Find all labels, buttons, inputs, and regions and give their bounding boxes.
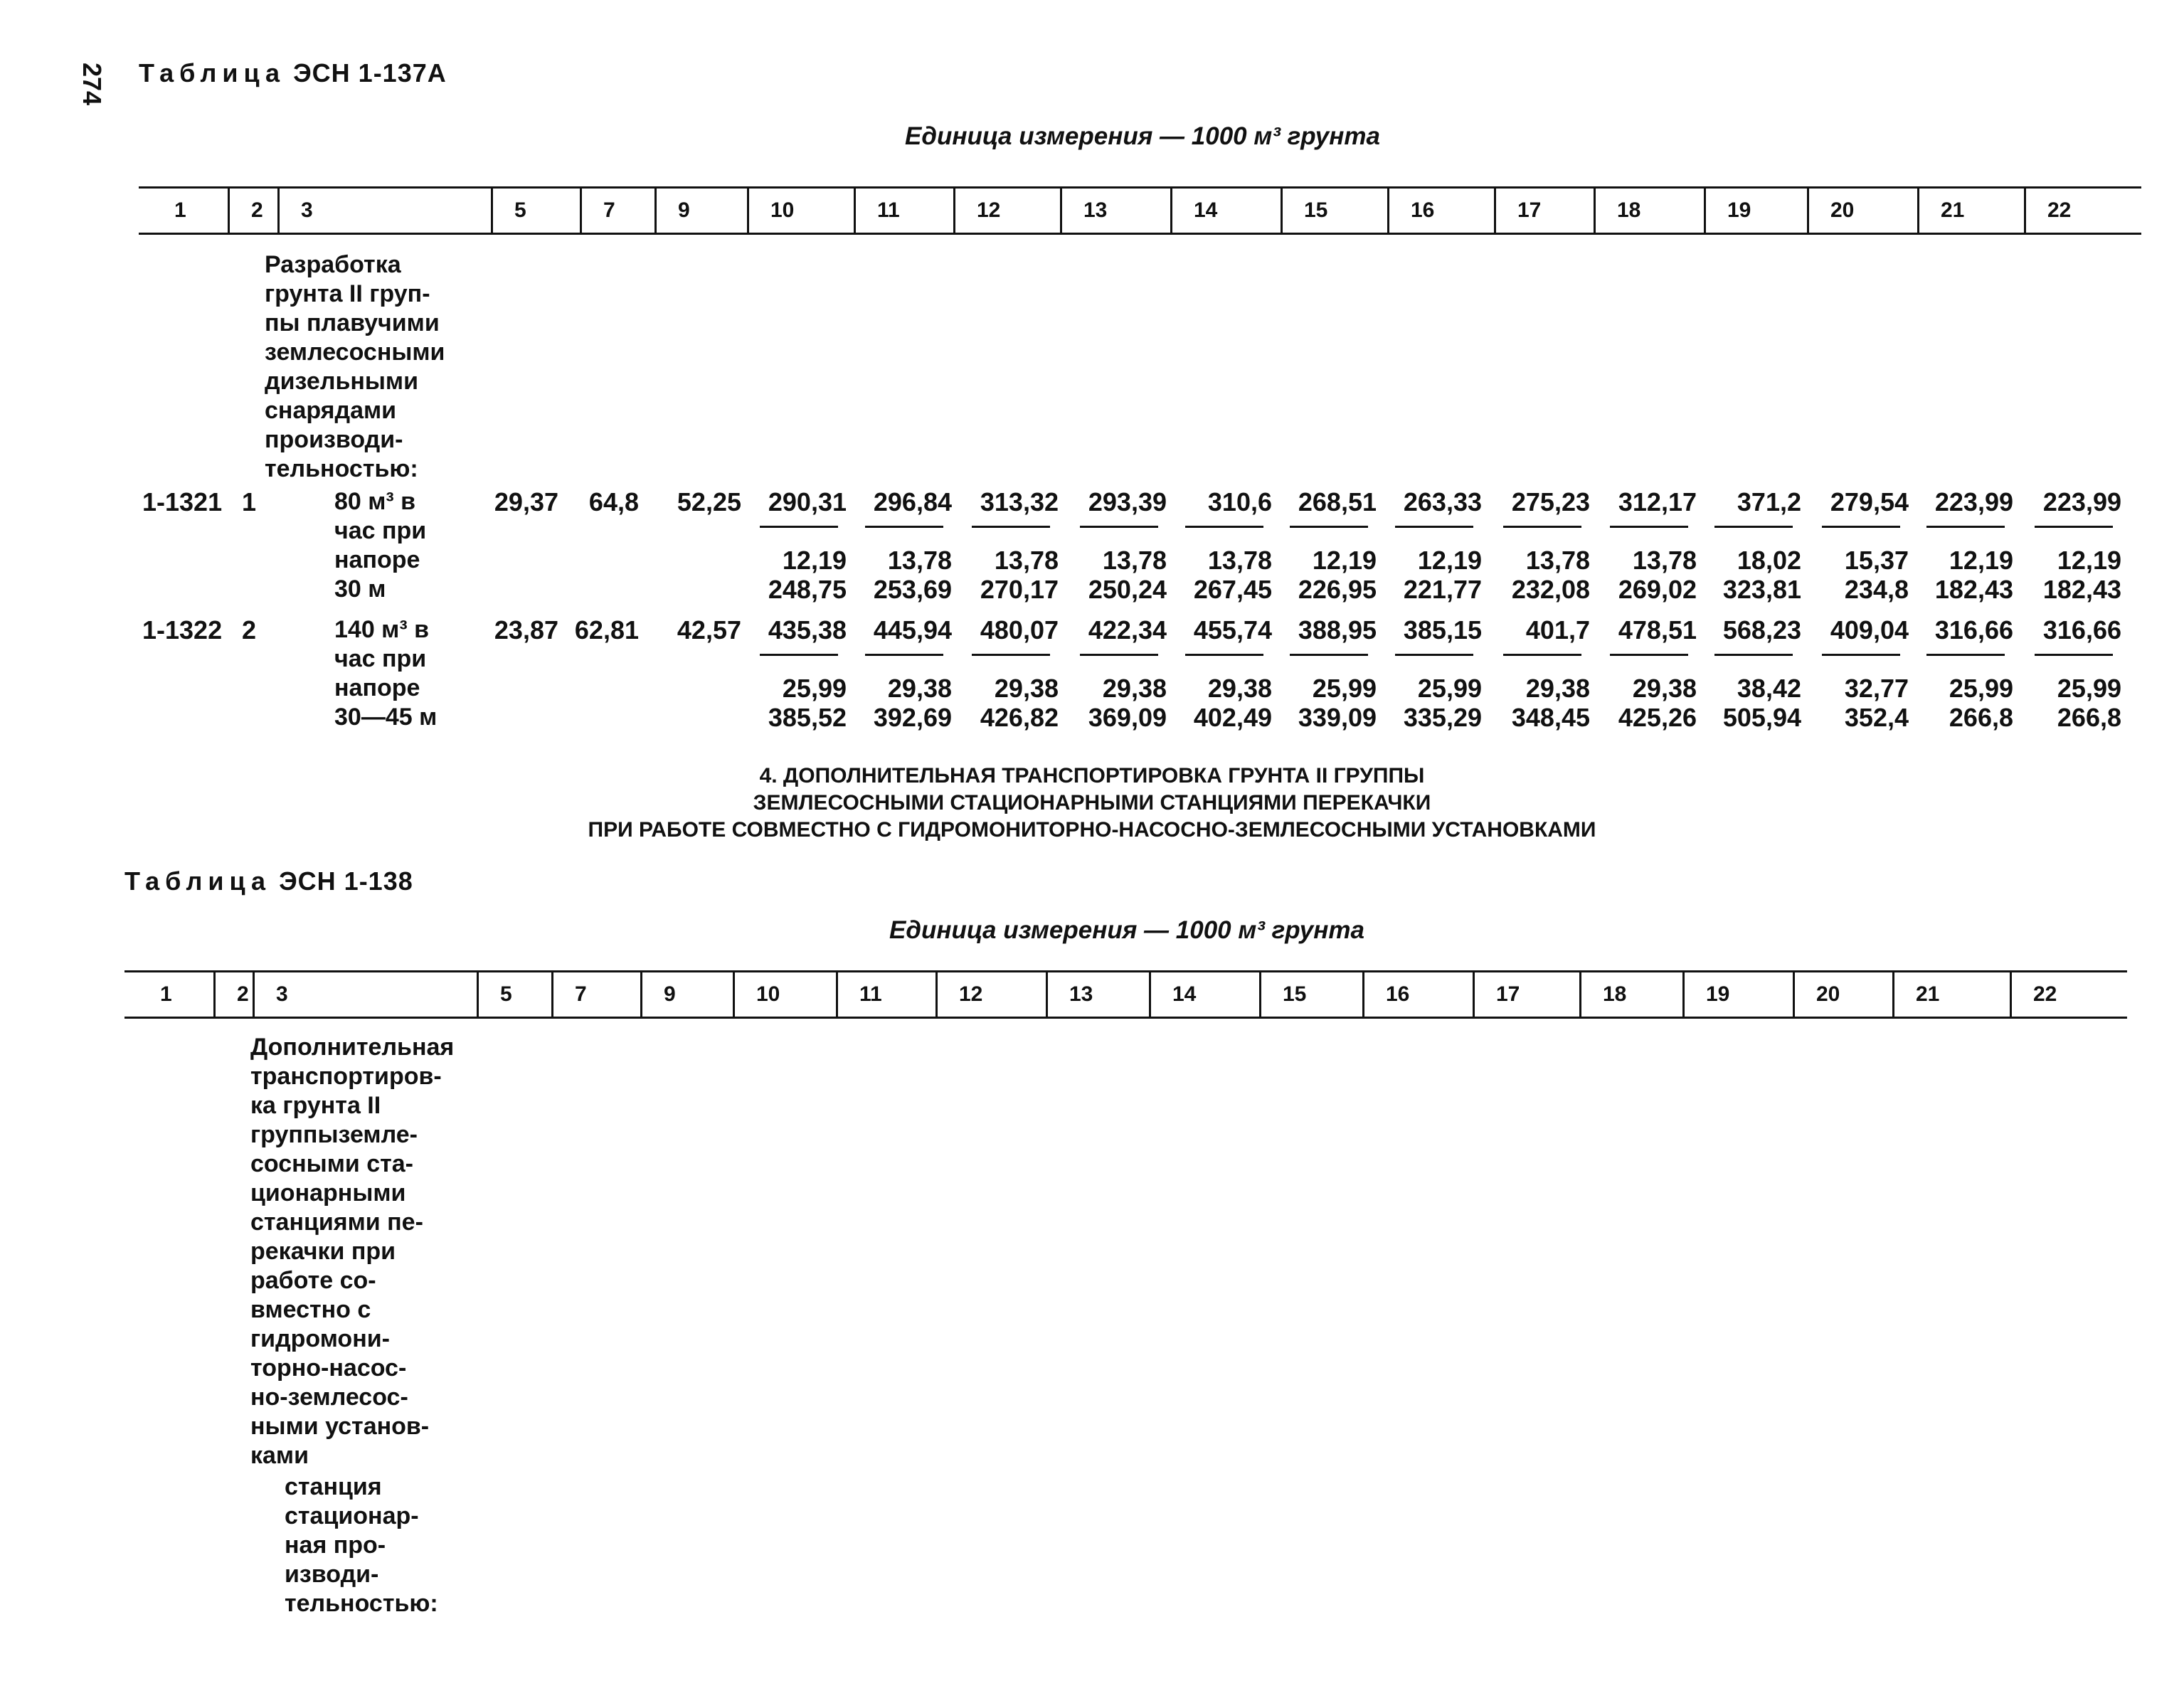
cell-mid-col-20: 32,77 bbox=[1844, 674, 1909, 703]
cell-top-col-15: 388,95 bbox=[1298, 615, 1377, 645]
cell-top-col-19: 568,23 bbox=[1722, 615, 1801, 645]
cell-col-5: 29,37 bbox=[494, 487, 558, 516]
cell-mid-col-12: 29,38 bbox=[994, 674, 1059, 703]
cell-top-col-14: 310,6 bbox=[1207, 487, 1272, 516]
table1-header-col-3: 3 bbox=[277, 189, 491, 233]
cell-top-col-18: 478,51 bbox=[1618, 615, 1697, 645]
cell-top-col-10: 290,31 bbox=[768, 487, 847, 516]
cell-top-col-14: 455,74 bbox=[1193, 615, 1272, 645]
fraction-line bbox=[865, 654, 943, 656]
fraction-line bbox=[1503, 526, 1581, 528]
table2-header-col-13: 13 bbox=[1046, 972, 1149, 1017]
cell-mid-col-15: 25,99 bbox=[1312, 674, 1377, 703]
fraction-line bbox=[1822, 526, 1900, 528]
table2-header-col-19: 19 bbox=[1682, 972, 1793, 1017]
section-heading-line-1: 4. ДОПОЛНИТЕЛЬНАЯ ТРАНСПОРТИРОВКА ГРУНТА II ГРУППЫ bbox=[759, 764, 1425, 788]
table2-header-col-3: 3 bbox=[253, 972, 477, 1017]
fraction-line bbox=[1185, 526, 1263, 528]
fraction-line bbox=[1714, 526, 1793, 528]
table2-title bbox=[124, 866, 413, 896]
cell-bottom-col-22: 182,43 bbox=[2042, 575, 2121, 604]
fraction-line bbox=[1926, 654, 2005, 656]
cell-mid-col-22: 25,99 bbox=[2057, 674, 2121, 703]
fraction-line bbox=[865, 526, 943, 528]
cell-mid-col-15: 12,19 bbox=[1312, 546, 1377, 575]
cell-bottom-col-18: 269,02 bbox=[1618, 575, 1697, 604]
table2-header-col-12: 12 bbox=[935, 972, 1046, 1017]
row-code: 1-1322 bbox=[142, 615, 223, 645]
table1-header-col-7: 7 bbox=[580, 189, 654, 233]
table2-header-col-20: 20 bbox=[1793, 972, 1892, 1017]
table1-header-col-18: 18 bbox=[1594, 189, 1704, 233]
section-heading-line-3: ПРИ РАБОТЕ СОВМЕСТНО С ГИДРОМОНИТОРНО-НАСОСНО-ЗЕМЛЕСОСНЫМИ УСТАНОВКАМИ bbox=[588, 818, 1596, 842]
section-heading-line-2: ЗЕМЛЕСОСНЫМИ СТАЦИОНАРНЫМИ СТАНЦИЯМИ ПЕРЕКАЧКИ bbox=[753, 791, 1431, 815]
cell-top-col-21: 316,66 bbox=[1934, 615, 2013, 645]
cell-bottom-col-11: 392,69 bbox=[873, 703, 952, 732]
cell-bottom-col-13: 369,09 bbox=[1088, 703, 1167, 732]
fraction-line bbox=[1503, 654, 1581, 656]
cell-bottom-col-10: 385,52 bbox=[768, 703, 847, 732]
cell-mid-col-20: 15,37 bbox=[1844, 546, 1909, 575]
table1-header-col-13: 13 bbox=[1060, 189, 1170, 233]
table2-header-col-10: 10 bbox=[733, 972, 836, 1017]
table1-title bbox=[139, 58, 447, 88]
cell-top-col-19: 371,2 bbox=[1737, 487, 1801, 516]
table1-header-col-1: 1 bbox=[174, 198, 186, 222]
cell-bottom-col-11: 253,69 bbox=[873, 575, 952, 604]
table1-description: Разработка грунта II груп- пы плавучими землесосными дизельными снарядами производи- тельностью: bbox=[265, 251, 445, 482]
cell-mid-col-17: 13,78 bbox=[1525, 546, 1590, 575]
cell-bottom-col-19: 505,94 bbox=[1722, 703, 1801, 732]
fraction-line bbox=[2035, 654, 2113, 656]
table2-header-col-17: 17 bbox=[1473, 972, 1579, 1017]
cell-mid-col-14: 13,78 bbox=[1207, 546, 1272, 575]
cell-bottom-col-20: 352,4 bbox=[1844, 703, 1909, 732]
cell-col-5: 23,87 bbox=[494, 615, 558, 645]
fraction-line bbox=[760, 654, 838, 656]
table1-header-col-22: 22 bbox=[2024, 189, 2141, 233]
table2-header-col-22: 22 bbox=[2010, 972, 2127, 1017]
fraction-line bbox=[760, 526, 838, 528]
cell-col-9: 42,57 bbox=[677, 615, 741, 645]
cell-bottom-col-14: 402,49 bbox=[1193, 703, 1272, 732]
cell-top-col-21: 223,99 bbox=[1934, 487, 2013, 516]
row-number: 1 bbox=[242, 487, 257, 516]
table2-header-col-1: 1 bbox=[160, 982, 172, 1006]
cell-top-col-11: 296,84 bbox=[873, 487, 952, 516]
table1-header-col-9: 9 bbox=[654, 189, 747, 233]
cell-top-col-22: 316,66 bbox=[2042, 615, 2121, 645]
cell-mid-col-16: 12,19 bbox=[1417, 546, 1482, 575]
table1-header-col-5: 5 bbox=[491, 189, 580, 233]
table1-header-col-20: 20 bbox=[1807, 189, 1917, 233]
cell-mid-col-11: 13,78 bbox=[887, 546, 952, 575]
table2-title-word: Таблица bbox=[124, 866, 272, 896]
table1-header-col-17: 17 bbox=[1494, 189, 1594, 233]
cell-bottom-col-14: 267,45 bbox=[1193, 575, 1272, 604]
cell-mid-col-19: 18,02 bbox=[1737, 546, 1801, 575]
cell-col-7: 64,8 bbox=[588, 487, 639, 516]
cell-col-7: 62,81 bbox=[574, 615, 639, 645]
fraction-line bbox=[1080, 654, 1158, 656]
cell-bottom-col-15: 226,95 bbox=[1298, 575, 1377, 604]
cell-top-col-10: 435,38 bbox=[768, 615, 847, 645]
table1-title-code: ЭСН 1-137А bbox=[293, 58, 447, 88]
cell-mid-col-19: 38,42 bbox=[1737, 674, 1801, 703]
section-heading bbox=[0, 763, 2184, 844]
cell-top-col-16: 263,33 bbox=[1403, 487, 1482, 516]
table1-header-col-12: 12 bbox=[953, 189, 1060, 233]
row-description: 80 м³ в час при напоре 30 м bbox=[334, 488, 427, 603]
cell-top-col-12: 313,32 bbox=[980, 487, 1059, 516]
cell-top-col-20: 409,04 bbox=[1830, 615, 1909, 645]
table2-header-col-2: 2 bbox=[213, 972, 253, 1017]
cell-mid-col-12: 13,78 bbox=[994, 546, 1059, 575]
table1-header-col-19: 19 bbox=[1704, 189, 1807, 233]
table1-header bbox=[139, 186, 2141, 235]
cell-top-col-15: 268,51 bbox=[1298, 487, 1377, 516]
fraction-line bbox=[1610, 654, 1688, 656]
cell-top-col-16: 385,15 bbox=[1403, 615, 1482, 645]
fraction-line bbox=[2035, 526, 2113, 528]
cell-top-col-17: 275,23 bbox=[1511, 487, 1590, 516]
cell-mid-col-13: 13,78 bbox=[1102, 546, 1167, 575]
cell-mid-col-10: 25,99 bbox=[782, 674, 847, 703]
fraction-line bbox=[1610, 526, 1688, 528]
cell-bottom-col-16: 335,29 bbox=[1403, 703, 1482, 732]
table2-description: Дополнительная транспортиров- ка грунта II группыземле- сосными ста- ционарными станциями пе- рекачки при работе со- вместно с гидромони- торно-насос- но-землесос- ными установ- ками bbox=[250, 1034, 455, 1469]
cell-bottom-col-12: 426,82 bbox=[980, 703, 1059, 732]
cell-top-col-18: 312,17 bbox=[1618, 487, 1697, 516]
table2-header-col-5: 5 bbox=[477, 972, 551, 1017]
table1-header-col-10: 10 bbox=[747, 189, 854, 233]
cell-top-col-13: 293,39 bbox=[1088, 487, 1167, 516]
table2-title-code: ЭСН 1-138 bbox=[279, 866, 413, 896]
cell-top-col-11: 445,94 bbox=[873, 615, 952, 645]
cell-mid-col-14: 29,38 bbox=[1207, 674, 1272, 703]
cell-top-col-12: 480,07 bbox=[980, 615, 1059, 645]
fraction-line bbox=[972, 654, 1050, 656]
cell-top-col-20: 279,54 bbox=[1830, 487, 1909, 516]
cell-bottom-col-13: 250,24 bbox=[1088, 575, 1167, 604]
cell-top-col-17: 401,7 bbox=[1525, 615, 1590, 645]
table2-header-col-14: 14 bbox=[1149, 972, 1259, 1017]
page-number: 274 bbox=[78, 63, 107, 106]
cell-mid-col-11: 29,38 bbox=[887, 674, 952, 703]
table2-header-col-9: 9 bbox=[640, 972, 733, 1017]
fraction-line bbox=[1395, 526, 1473, 528]
table2-header-col-18: 18 bbox=[1579, 972, 1682, 1017]
table2-header-col-16: 16 bbox=[1362, 972, 1473, 1017]
cell-bottom-col-21: 182,43 bbox=[1934, 575, 2013, 604]
table1-header-col-11: 11 bbox=[854, 189, 953, 233]
fraction-line bbox=[1185, 654, 1263, 656]
cell-bottom-col-19: 323,81 bbox=[1722, 575, 1801, 604]
fraction-line bbox=[1290, 526, 1368, 528]
fraction-line bbox=[1822, 654, 1900, 656]
table2-header-col-7: 7 bbox=[551, 972, 640, 1017]
row-code: 1-1321 bbox=[142, 487, 223, 516]
cell-top-col-13: 422,34 bbox=[1088, 615, 1167, 645]
cell-bottom-col-22: 266,8 bbox=[2057, 703, 2121, 732]
table2-unit: Единица измерения — 1000 м³ грунта bbox=[889, 916, 1364, 944]
cell-bottom-col-12: 270,17 bbox=[980, 575, 1059, 604]
cell-mid-col-22: 12,19 bbox=[2057, 546, 2121, 575]
cell-mid-col-21: 25,99 bbox=[1949, 674, 2013, 703]
fraction-line bbox=[1080, 526, 1158, 528]
row-number: 2 bbox=[242, 615, 257, 645]
cell-col-9: 52,25 bbox=[677, 487, 741, 516]
table1-header-col-15: 15 bbox=[1281, 189, 1387, 233]
table2-header-col-21: 21 bbox=[1892, 972, 2010, 1017]
cell-mid-col-18: 13,78 bbox=[1632, 546, 1697, 575]
cell-top-col-22: 223,99 bbox=[2042, 487, 2121, 516]
fraction-line bbox=[1926, 526, 2005, 528]
table1-header-col-14: 14 bbox=[1170, 189, 1281, 233]
cell-bottom-col-17: 348,45 bbox=[1511, 703, 1590, 732]
table2-header-col-15: 15 bbox=[1259, 972, 1362, 1017]
cell-mid-col-13: 29,38 bbox=[1102, 674, 1167, 703]
cell-bottom-col-16: 221,77 bbox=[1403, 575, 1482, 604]
fraction-line bbox=[1714, 654, 1793, 656]
table1-title-word: Таблица bbox=[139, 58, 286, 88]
fraction-line bbox=[1395, 654, 1473, 656]
row-description: 140 м³ в час при напоре 30—45 м bbox=[334, 616, 438, 731]
cell-mid-col-21: 12,19 bbox=[1949, 546, 2013, 575]
cell-bottom-col-10: 248,75 bbox=[768, 575, 847, 604]
fraction-line bbox=[1290, 654, 1368, 656]
cell-mid-col-17: 29,38 bbox=[1525, 674, 1590, 703]
cell-bottom-col-20: 234,8 bbox=[1844, 575, 1909, 604]
cell-bottom-col-15: 339,09 bbox=[1298, 703, 1377, 732]
table1-header-col-16: 16 bbox=[1387, 189, 1494, 233]
table1-header-col-2: 2 bbox=[228, 189, 277, 233]
table2-header-col-11: 11 bbox=[836, 972, 935, 1017]
cell-mid-col-10: 12,19 bbox=[782, 546, 847, 575]
table1-unit: Единица измерения — 1000 м³ грунта bbox=[905, 122, 1380, 150]
fraction-line bbox=[972, 526, 1050, 528]
table1-header-col-21: 21 bbox=[1917, 189, 2024, 233]
table2-sub-description: станция стационар- ная про- изводи- тельностью: bbox=[285, 1473, 438, 1617]
cell-bottom-col-17: 232,08 bbox=[1511, 575, 1590, 604]
cell-mid-col-18: 29,38 bbox=[1632, 674, 1697, 703]
cell-bottom-col-18: 425,26 bbox=[1618, 703, 1697, 732]
cell-bottom-col-21: 266,8 bbox=[1949, 703, 2013, 732]
cell-mid-col-16: 25,99 bbox=[1417, 674, 1482, 703]
table2-header bbox=[124, 970, 2127, 1019]
